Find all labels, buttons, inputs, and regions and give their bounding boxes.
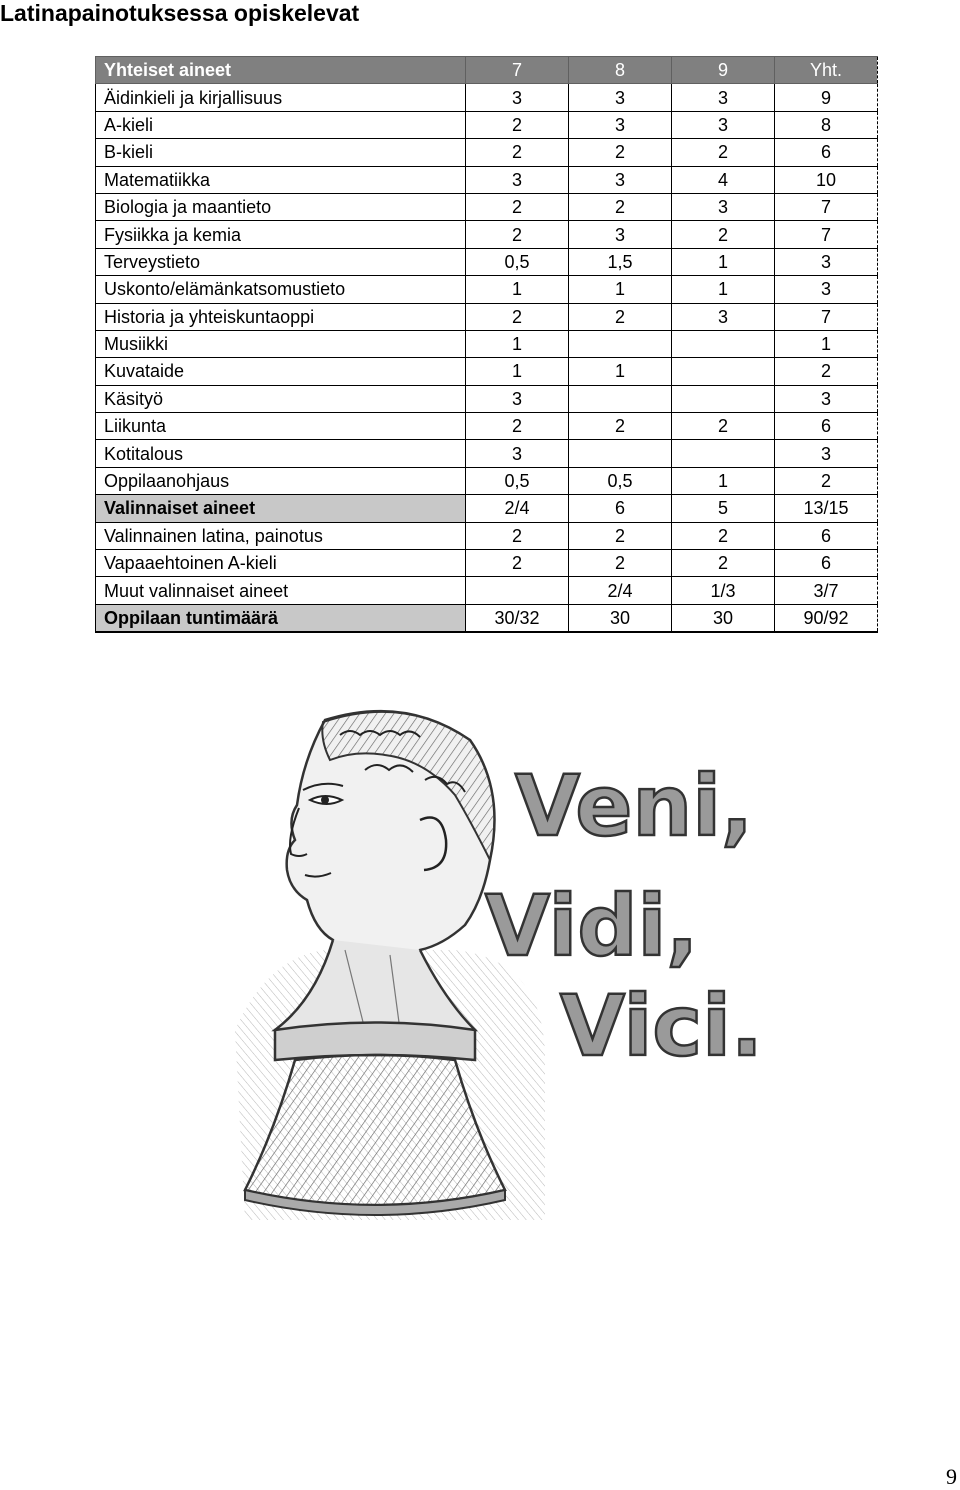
grade-7-cell: 2 — [466, 413, 569, 440]
total-cell: 3/7 — [775, 577, 878, 604]
total-cell: 6 — [775, 139, 878, 166]
table-row — [96, 385, 878, 412]
total-cell: 2 — [775, 467, 878, 494]
elective-section-row — [96, 495, 878, 522]
caesar-illustration — [215, 700, 775, 1265]
grade-8-cell: 2 — [569, 303, 672, 330]
subject-cell: Oppilaan tuntimäärä — [96, 604, 466, 632]
grade-9-cell: 1 — [672, 248, 775, 275]
grade-9-cell: 30 — [672, 604, 775, 632]
grade-8-cell: 0,5 — [569, 467, 672, 494]
grade-7-cell: 3 — [466, 440, 569, 467]
grade-9-cell: 3 — [672, 111, 775, 138]
grade-8-cell: 1,5 — [569, 248, 672, 275]
table-row — [96, 221, 878, 248]
grade-9-cell: 3 — [672, 303, 775, 330]
grade-7-cell: 0,5 — [466, 467, 569, 494]
total-cell: 7 — [775, 221, 878, 248]
total-cell: 9 — [775, 84, 878, 111]
grade-9-cell: 3 — [672, 84, 775, 111]
subject-cell: Musiikki — [96, 330, 466, 357]
table-row — [96, 522, 878, 549]
grade-7-cell: 2 — [466, 139, 569, 166]
table-row — [96, 193, 878, 220]
subject-cell: Käsityö — [96, 385, 466, 412]
grade-7-cell: 3 — [466, 385, 569, 412]
grade-9-cell — [672, 440, 775, 467]
grade-8-cell — [569, 330, 672, 357]
grade-7-cell: 0,5 — [466, 248, 569, 275]
grade-8-cell: 2 — [569, 193, 672, 220]
grade-9-cell — [672, 330, 775, 357]
table-row — [96, 550, 878, 577]
grade-7-cell: 2/4 — [466, 495, 569, 522]
grade-7-cell: 7 — [466, 57, 569, 84]
page-number: 9 — [946, 1464, 957, 1489]
grade-8-cell: 30 — [569, 604, 672, 632]
caesar-bust-icon — [215, 700, 775, 1260]
grade-7-cell: 30/32 — [466, 604, 569, 632]
total-cell: Yht. — [775, 57, 878, 84]
grade-9-cell: 1 — [672, 276, 775, 303]
grade-8-cell: 6 — [569, 495, 672, 522]
total-cell: 1 — [775, 330, 878, 357]
table-row — [96, 166, 878, 193]
grade-8-cell: 2 — [569, 413, 672, 440]
grade-8-cell: 2 — [569, 139, 672, 166]
subject-cell: Äidinkieli ja kirjallisuus — [96, 84, 466, 111]
total-cell: 3 — [775, 440, 878, 467]
grade-9-cell: 2 — [672, 522, 775, 549]
subject-cell: Kotitalous — [96, 440, 466, 467]
subject-cell: Muut valinnaiset aineet — [96, 577, 466, 604]
subject-cell: Matematiikka — [96, 166, 466, 193]
grade-9-cell: 1/3 — [672, 577, 775, 604]
total-cell: 6 — [775, 413, 878, 440]
grade-7-cell: 1 — [466, 276, 569, 303]
table-row — [96, 577, 878, 604]
grade-9-cell — [672, 358, 775, 385]
grade-7-cell: 2 — [466, 303, 569, 330]
grade-7-cell: 2 — [466, 550, 569, 577]
grade-9-cell — [672, 385, 775, 412]
grade-8-cell: 3 — [569, 221, 672, 248]
total-cell: 3 — [775, 385, 878, 412]
subject-cell: Kuvataide — [96, 358, 466, 385]
table-row — [96, 84, 878, 111]
table-row — [96, 467, 878, 494]
total-cell: 6 — [775, 522, 878, 549]
grade-9-cell: 2 — [672, 221, 775, 248]
subject-cell: B-kieli — [96, 139, 466, 166]
total-cell: 3 — [775, 248, 878, 275]
total-cell: 6 — [775, 550, 878, 577]
total-cell: 3 — [775, 276, 878, 303]
table-row — [96, 358, 878, 385]
subject-cell: Biologia ja maantieto — [96, 193, 466, 220]
grade-8-cell: 8 — [569, 57, 672, 84]
subject-cell: Valinnaiset aineet — [96, 495, 466, 522]
grade-8-cell: 2 — [569, 550, 672, 577]
grade-9-cell: 2 — [672, 550, 775, 577]
grade-7-cell: 1 — [466, 330, 569, 357]
total-row — [96, 604, 878, 632]
subject-cell: Historia ja yhteiskuntaoppi — [96, 303, 466, 330]
total-cell: 7 — [775, 193, 878, 220]
table-row — [96, 248, 878, 275]
page-title: Latinapainotuksessa opiskelevat — [0, 0, 360, 26]
grade-7-cell: 2 — [466, 221, 569, 248]
grade-8-cell: 2 — [569, 522, 672, 549]
grade-9-cell: 9 — [672, 57, 775, 84]
grade-9-cell: 5 — [672, 495, 775, 522]
caption-line-3: Vici. — [560, 977, 763, 1075]
grade-7-cell — [466, 577, 569, 604]
grade-8-cell: 2/4 — [569, 577, 672, 604]
grade-9-cell: 1 — [672, 467, 775, 494]
table-row — [96, 276, 878, 303]
subject-cell: Fysiikka ja kemia — [96, 221, 466, 248]
table-row — [96, 111, 878, 138]
table-row — [96, 413, 878, 440]
grade-8-cell: 3 — [569, 166, 672, 193]
subject-cell: Liikunta — [96, 413, 466, 440]
table-row — [96, 330, 878, 357]
subject-cell: Vapaaehtoinen A-kieli — [96, 550, 466, 577]
grade-8-cell — [569, 440, 672, 467]
table-header-row — [96, 57, 878, 84]
caption-line-1: Veni, — [515, 757, 753, 855]
total-cell: 8 — [775, 111, 878, 138]
grade-7-cell: 2 — [466, 111, 569, 138]
grade-8-cell: 3 — [569, 111, 672, 138]
table-row — [96, 440, 878, 467]
grade-7-cell: 3 — [466, 166, 569, 193]
grade-8-cell — [569, 385, 672, 412]
grade-8-cell: 3 — [569, 84, 672, 111]
grade-9-cell: 2 — [672, 413, 775, 440]
total-cell: 90/92 — [775, 604, 878, 632]
table-row — [96, 139, 878, 166]
grade-7-cell: 3 — [466, 84, 569, 111]
subject-cell: Valinnainen latina, painotus — [96, 522, 466, 549]
lesson-hours-table — [95, 56, 878, 633]
grade-9-cell: 2 — [672, 139, 775, 166]
grade-8-cell: 1 — [569, 358, 672, 385]
table-row — [96, 303, 878, 330]
subject-cell: A-kieli — [96, 111, 466, 138]
total-cell: 13/15 — [775, 495, 878, 522]
total-cell: 7 — [775, 303, 878, 330]
total-cell: 2 — [775, 358, 878, 385]
subject-cell: Terveystieto — [96, 248, 466, 275]
subject-cell: Yhteiset aineet — [96, 57, 466, 84]
grade-9-cell: 4 — [672, 166, 775, 193]
table-body — [96, 57, 878, 633]
subject-cell: Uskonto/elämänkatsomustieto — [96, 276, 466, 303]
subject-cell: Oppilaanohjaus — [96, 467, 466, 494]
grade-7-cell: 2 — [466, 193, 569, 220]
grade-7-cell: 1 — [466, 358, 569, 385]
grade-8-cell: 1 — [569, 276, 672, 303]
grade-7-cell: 2 — [466, 522, 569, 549]
caption-line-2: Vidi, — [485, 877, 699, 975]
grade-9-cell: 3 — [672, 193, 775, 220]
total-cell: 10 — [775, 166, 878, 193]
